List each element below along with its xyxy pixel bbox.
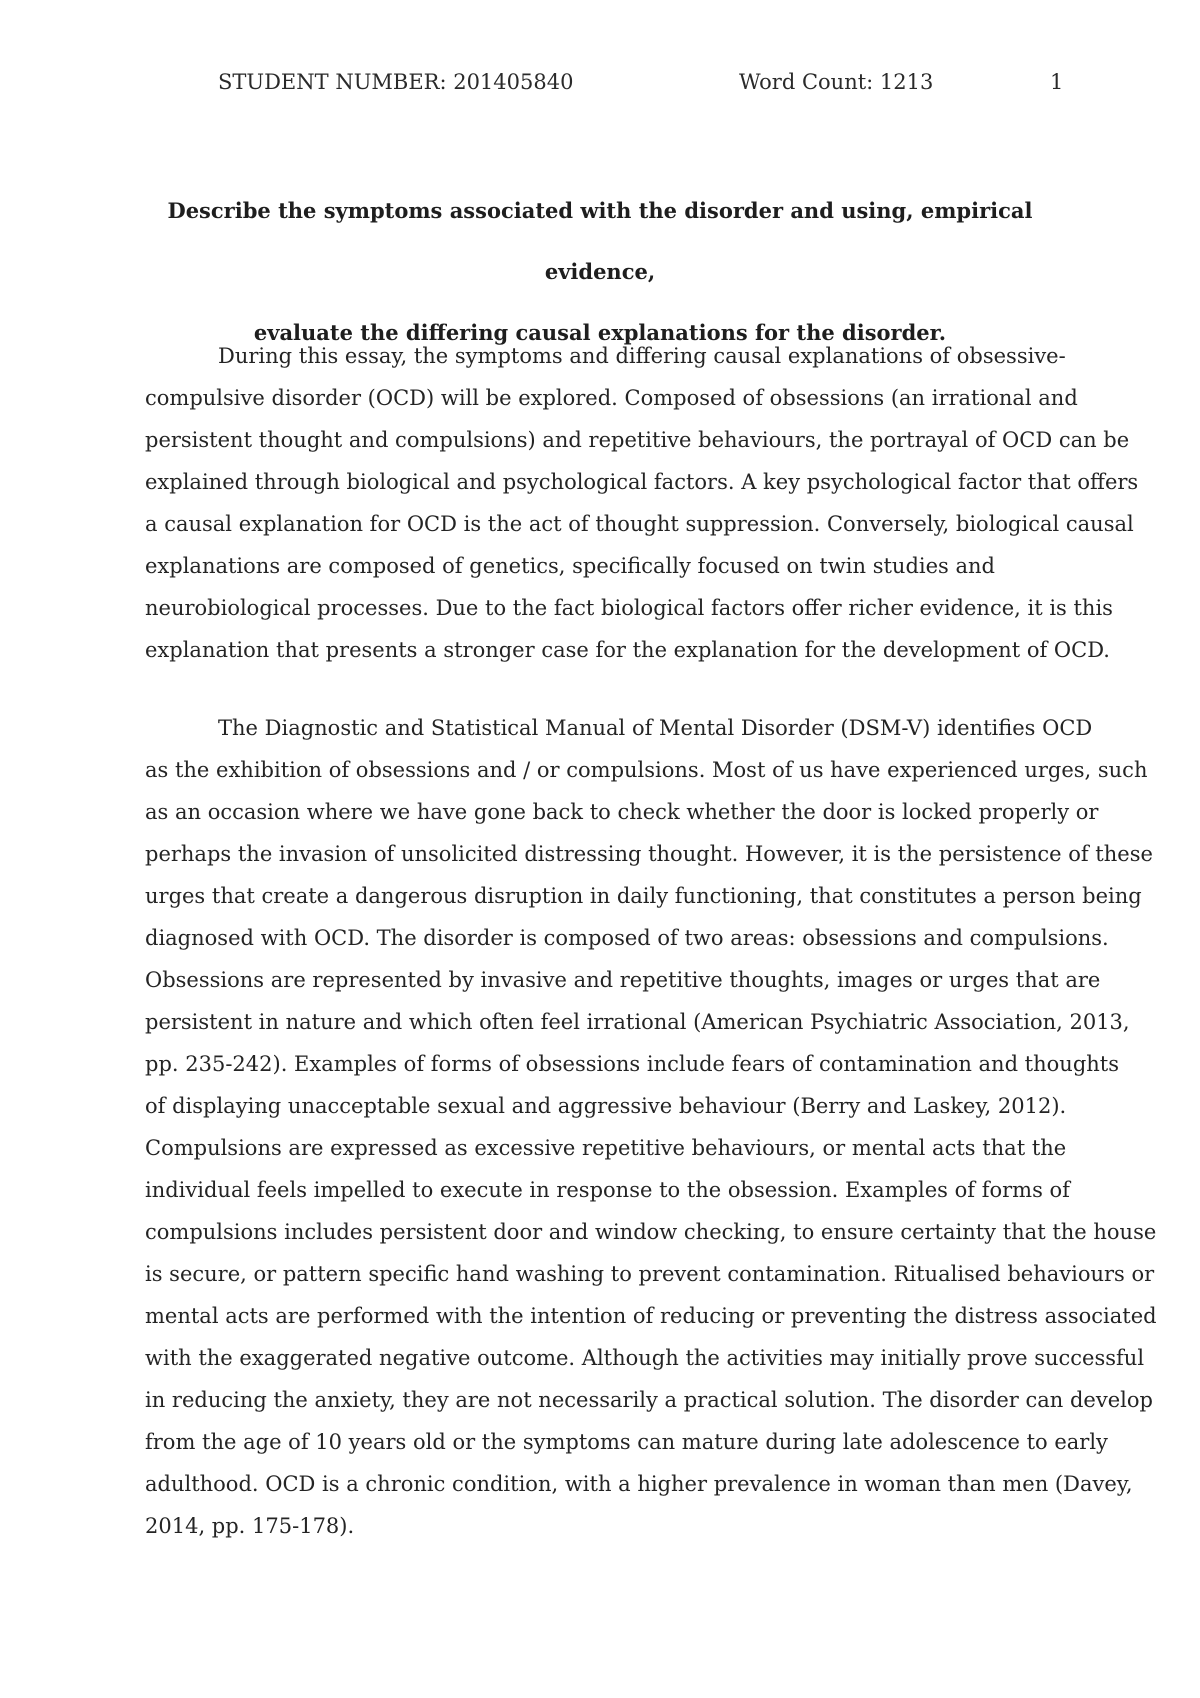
paragraph-line: compulsions includes persistent door and window checking, to ensure certainty that the house (145, 1220, 1157, 1244)
paragraph-line: neurobiological processes. Due to the fact biological factors offer richer evidence, it is this (145, 596, 1113, 620)
student-number: STUDENT NUMBER: 201405840 (218, 70, 574, 94)
page-number: 1 (1050, 70, 1064, 94)
paragraph-line: explanation that presents a stronger case for the explanation for the development of OCD. (145, 638, 1110, 662)
paragraph-line: mental acts are performed with the intention of reducing or preventing the distress associated (145, 1304, 1157, 1328)
paragraph-line: During this essay, the symptoms and differing causal explanations of obsessive- (218, 344, 1066, 368)
running-header (0, 70, 1200, 100)
paragraph-line: persistent thought and compulsions) and repetitive behaviours, the portrayal of OCD can be (145, 428, 1130, 452)
paragraph-line: diagnosed with OCD. The disorder is composed of two areas: obsessions and compulsions. (145, 926, 1109, 950)
paragraph-line: compulsive disorder (OCD) will be explored. Composed of obsessions (an irrational and (145, 386, 1078, 410)
paragraph-line: Obsessions are represented by invasive and repetitive thoughts, images or urges that are (145, 968, 1101, 992)
paragraph-line: Compulsions are expressed as excessive repetitive behaviours, or mental acts that the (145, 1136, 1067, 1160)
paragraph-line: pp. 235-242). Examples of forms of obsessions include fears of contamination and thoughts (145, 1052, 1119, 1076)
paragraph-line: persistent in nature and which often feel irrational (American Psychiatric Association, 2013, (145, 1010, 1130, 1034)
paragraph-line: The Diagnostic and Statistical Manual of Mental Disorder (DSM-V) identifies OCD (218, 716, 1093, 740)
paragraph-line: a causal explanation for OCD is the act of thought suppression. Conversely, biological causal (145, 512, 1134, 536)
paragraph-line: with the exaggerated negative outcome. Although the activities may initially prove successful (145, 1346, 1145, 1370)
paragraph-line: adulthood. OCD is a chronic condition, with a higher prevalence in woman than men (Davey, (145, 1472, 1133, 1496)
paragraph-line: 2014, pp. 175-178). (145, 1514, 355, 1538)
word-count: Word Count: 1213 (739, 70, 934, 94)
paragraph-line: perhaps the invasion of unsolicited distressing thought. However, it is the persistence of these (145, 842, 1153, 866)
paragraph-line: individual feels impelled to execute in response to the obsession. Examples of forms of (145, 1178, 1070, 1202)
paragraph-line: as an occasion where we have gone back to check whether the door is locked properly or (145, 800, 1099, 824)
paragraph-line: urges that create a dangerous disruption in daily functioning, that constitutes a person being (145, 884, 1142, 908)
essay-title-line: evaluate the differing causal explanations for the disorder. (253, 320, 947, 345)
paragraph (145, 335, 1139, 671)
paragraph-line: is secure, or pattern specific hand washing to prevent contamination. Ritualised behaviours or (145, 1262, 1155, 1286)
paragraph (145, 707, 1157, 1547)
paragraph-line: from the age of 10 years old or the symptoms can mature during late adolescence to early (145, 1430, 1108, 1454)
paragraph-line: of displaying unacceptable sexual and aggressive behaviour (Berry and Laskey, 2012). (145, 1094, 1067, 1118)
paragraph-line: explained through biological and psychological factors. A key psychological factor that offers (145, 470, 1139, 494)
paragraph-line: as the exhibition of obsessions and / or compulsions. Most of us have experienced urges, such (145, 758, 1148, 782)
paragraph-line: in reducing the anxiety, they are not necessarily a practical solution. The disorder can develop (145, 1388, 1153, 1412)
paragraph-introduction (145, 335, 1139, 671)
paragraph-line: explanations are composed of genetics, specifically focused on twin studies and (145, 554, 995, 578)
essay-title-line: Describe the symptoms associated with the disorder and using, empirical evidence, (167, 198, 1033, 284)
paragraph-symptoms (145, 707, 1157, 1547)
